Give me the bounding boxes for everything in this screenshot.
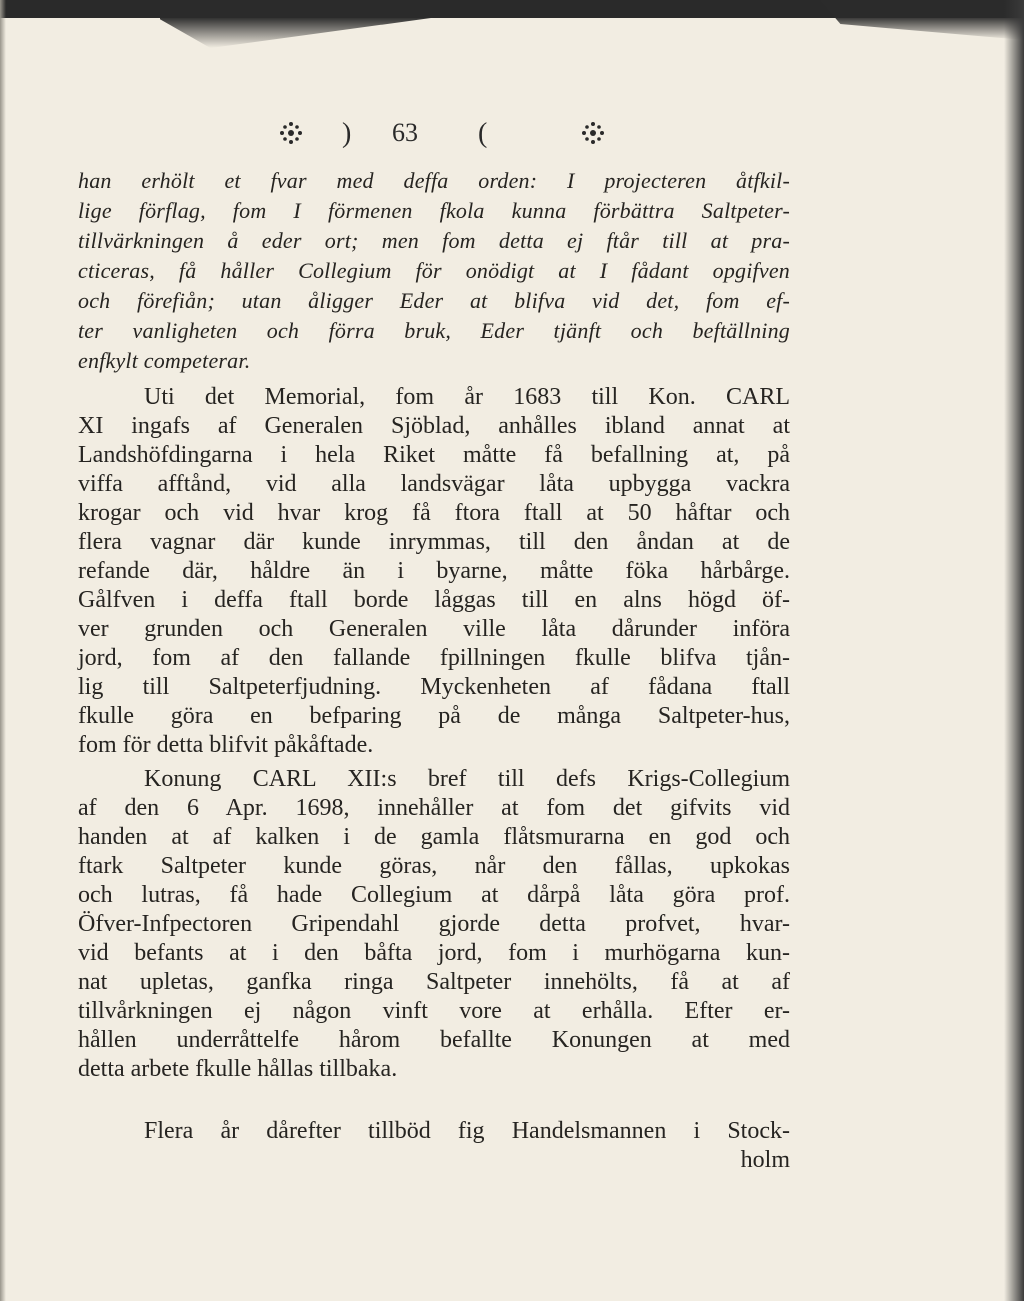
scan-shadow-left [160,0,440,48]
text-line: vid befants at i den båfta jord, fom i murhögarna kun- [78,940,790,966]
text-line: tillvärkningen å eder ort; men fom detta ej ftår till at pra- [78,228,790,253]
text-line: XI ingafs af Generalen Sjöblad, anhålles ibland annat at [78,413,790,439]
text-line: ter vanligheten och förra bruk, Eder tjänft och beftällning [78,318,790,343]
scan-shadow-right [820,0,1024,40]
text-line: viffa afftånd, vid alla landsvägar låta upbygga vackra [78,471,790,497]
text-line: hållen underråttelfe hårom befallte Konungen at med [78,1027,790,1053]
text-line: och lutras, få hade Collegium at dårpå låta göra prof. [78,882,790,908]
text-line: Flera år dårefter tillböd fig Handelsmannen i Stock- [144,1118,790,1144]
text-line: och förefiån; utan åligger Eder at blifva vid det, fom ef- [78,288,790,313]
text-line: Öfver-Infpectoren Gripendahl gjorde detta profvet, hvar- [78,911,790,937]
scan-left-edge [0,0,6,1301]
text-line: Konung CARL XII:s bref till defs Krigs-Collegium [144,766,790,792]
italic-paragraph [78,166,790,376]
text-line: handen at af kalken i de gamla flåtsmurarna en god och [78,824,790,850]
text-line: fkulle göra en befparing på de många Saltpeter-hus, [78,703,790,729]
text-line: enfkylt competerar. [78,348,251,373]
text-line: lig till Saltpeterfjudning. Myckenheten af fådana ftall [78,674,790,700]
text-line: holm [740,1147,790,1173]
text-line: flera vagnar där kunde inrymmas, till den åndan at de [78,529,790,555]
flower-ornament-icon [580,120,606,146]
text-line: han erhölt et fvar med deffa orden: I projecteren åtfkil- [78,168,790,193]
text-line: lige förflag, fom I förmenen fkola kunna förbättra Saltpeter- [78,198,790,223]
page-header [270,112,610,152]
scan-right-edge [1004,0,1024,1301]
text-line: jord, fom af den fallande fpillningen fkulle blifva tjån- [78,645,790,671]
text-line: Gålfven i deffa ftall borde låggas till en alns högd öf- [78,587,790,613]
flower-ornament-icon [278,120,304,146]
text-line: Uti det Memorial, fom år 1683 till Kon. CARL [144,384,790,410]
text-line: refande där, håldre än i byarne, måtte föka hårbårge. [78,558,790,584]
paragraph-2 [78,765,790,1084]
text-line: cticeras, få håller Collegium för onödigt at I fådant opgifven [78,258,790,283]
text-line: ver grunden och Generalen ville låta dårunder införa [78,616,790,642]
text-line: krogar och vid hvar krog få ftora ftall at 50 håftar och [78,500,790,526]
paragraph-1 [78,383,790,760]
text-line: ftark Saltpeter kunde göras, når den fållas, upkokas [78,853,790,879]
text-line: fom för detta blifvit påkåftade. [78,732,374,758]
header-left-paren: ) [342,118,352,149]
text-line: nat upletas, ganfka ringa Saltpeter innehölts, få at af [78,969,790,995]
text-line: detta arbete fkulle hållas tillbaka. [78,1056,398,1082]
text-line: tillvårkningen ej någon vinft vore at erhålla. Efter er- [78,998,790,1024]
text-line: Landshöfdingarna i hela Riket måtte få befallning at, på [78,442,790,468]
text-line: af den 6 Apr. 1698, innehåller at fom det gifvits vid [78,795,790,821]
page-number: 63 [392,118,418,147]
header-right-paren: ( [478,118,488,149]
paragraph-3 [78,1117,790,1175]
